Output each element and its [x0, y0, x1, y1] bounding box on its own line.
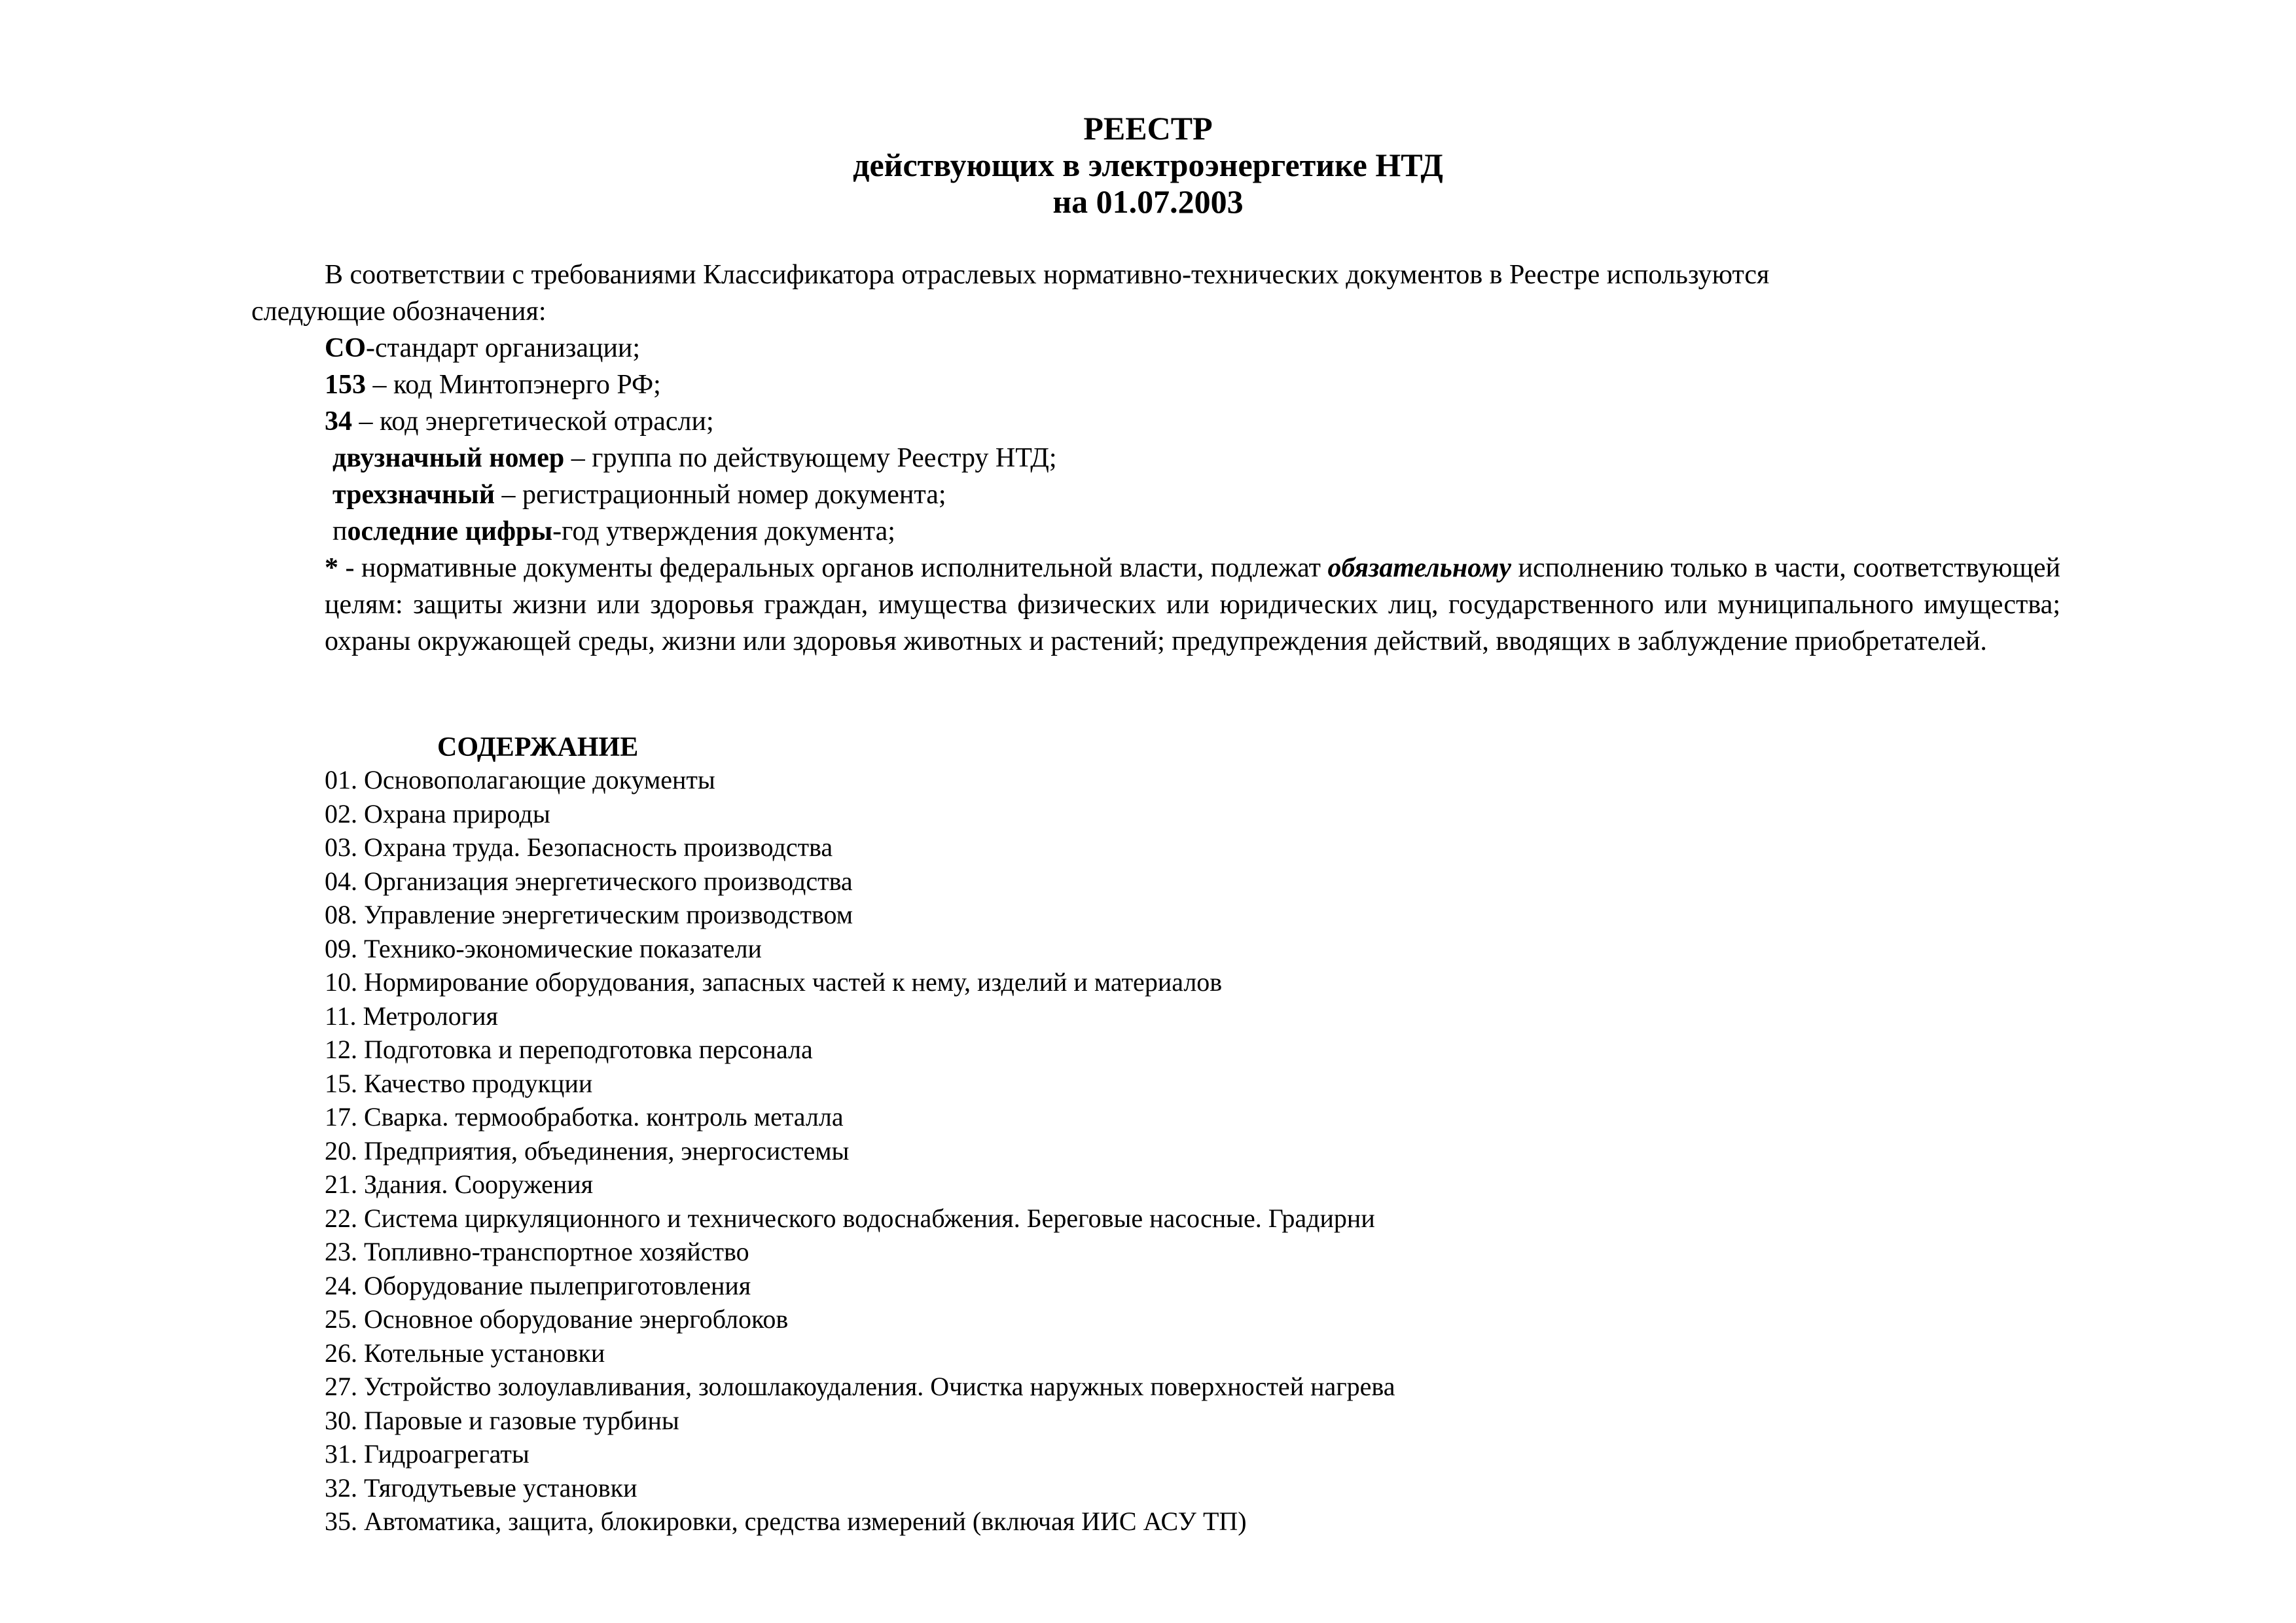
- intro-paragraph: [251, 257, 2060, 330]
- toc-item: 09. Технико-экономические показатели: [325, 933, 762, 963]
- legend-item: [325, 476, 2060, 513]
- toc-item: 27. Устройство золоулавливания, золошлакоудаления. Очистка наружных поверхностей нагрева: [325, 1372, 1395, 1401]
- toc-item: 15. Качество продукции: [325, 1068, 593, 1098]
- toc-item: 22. Система циркуляционного и технического водоснабжения. Береговые насосные. Градирни: [325, 1203, 1375, 1233]
- toc-item: 08. Управление энергетическим производством: [325, 900, 853, 929]
- legend-prefix: п: [332, 516, 348, 546]
- legend-item: [325, 513, 2060, 550]
- intro-line-2: следующие обозначения:: [251, 296, 547, 327]
- table-of-contents: [325, 763, 2060, 1539]
- legend-desc: – группа по действующему Реестру НТД;: [564, 443, 1057, 473]
- toc-item: 35. Автоматика, защита, блокировки, средства измерений (включая ИИС АСУ ТП): [325, 1507, 1247, 1536]
- document-title-block: [0, 110, 2296, 220]
- toc-item: 10. Нормирование оборудования, запасных частей к нему, изделий и материалов: [325, 967, 1223, 997]
- toc-item: 01. Основополагающие документы: [325, 765, 715, 794]
- toc-item: 26. Котельные установки: [325, 1338, 605, 1368]
- legend-term: оследние цифры: [347, 516, 553, 546]
- legend-term: трехзначный: [332, 480, 495, 510]
- legend-desc: – код энергетической отрасли;: [352, 406, 714, 437]
- toc-item: 04. Организация энергетического производства: [325, 866, 853, 896]
- toc-item: 03. Охрана труда. Безопасность производства: [325, 832, 833, 862]
- toc-item: 25. Основное оборудование энергоблоков: [325, 1304, 789, 1334]
- toc-item: 30. Паровые и газовые турбины: [325, 1405, 679, 1435]
- note-text-before: - нормативные документы федеральных органов исполнительной власти, подлежат: [338, 553, 1328, 583]
- legend-item: [325, 330, 2060, 366]
- document-subtitle: действующих в электроэнергетике НТД: [853, 147, 1443, 183]
- legend-item: [325, 403, 2060, 440]
- toc-item: 12. Подготовка и переподготовка персонала: [325, 1035, 813, 1064]
- legend-desc: -стандарт организации;: [366, 333, 641, 363]
- legend-item: [325, 366, 2060, 403]
- legend-term: 153: [325, 370, 366, 400]
- toc-item: 20. Предприятия, объединения, энергосистемы: [325, 1135, 850, 1166]
- toc-item: 11. Метрология: [325, 1001, 498, 1031]
- toc-item: 17. Сварка. термообработка. контроль металла: [325, 1102, 844, 1132]
- legend-term: 34: [325, 406, 352, 437]
- legend-desc: – код Минтопэнерго РФ;: [366, 370, 661, 400]
- toc-item: 23. Топливно-транспортное хозяйство: [325, 1237, 749, 1266]
- toc-item: 02. Охрана природы: [325, 798, 550, 829]
- legend-term: СО: [325, 333, 366, 363]
- note-text-after: исполнению только в части, соответствующей целям: защиты жизни или здоровья граждан, имущества физических или юридических лиц, государственного или муниципального имущества; охраны окружающей среды, жизни или здоровья животных и растений; предупреждения действий, вводящих в заблуждение приобретателей.: [325, 553, 2060, 656]
- note-star: *: [325, 553, 338, 583]
- toc-item: 24. Оборудование пылеприготовления: [325, 1270, 751, 1300]
- legend-item: [325, 440, 2060, 476]
- toc-item: 31. Гидроагрегаты: [325, 1439, 529, 1469]
- mandatory-note: [325, 550, 2060, 660]
- note-emphasis: обязательному: [1327, 553, 1512, 583]
- intro-line-1: В соответствии с требованиями Классификатора отраслевых нормативно-технических документов в Реестре используются: [325, 260, 1770, 290]
- designation-legend: [325, 330, 2060, 550]
- legend-term: двузначный номер: [332, 443, 565, 473]
- toc-heading: СОДЕРЖАНИЕ: [437, 732, 639, 762]
- toc-item: 32. Тягодутьевые установки: [325, 1472, 637, 1503]
- document-date: на 01.07.2003: [1052, 183, 1244, 220]
- document-title: РЕЕСТР: [1083, 110, 1213, 147]
- legend-desc: -год утверждения документа;: [552, 516, 895, 546]
- legend-desc: – регистрационный номер документа;: [495, 480, 946, 510]
- toc-item: 21. Здания. Сооружения: [325, 1169, 594, 1199]
